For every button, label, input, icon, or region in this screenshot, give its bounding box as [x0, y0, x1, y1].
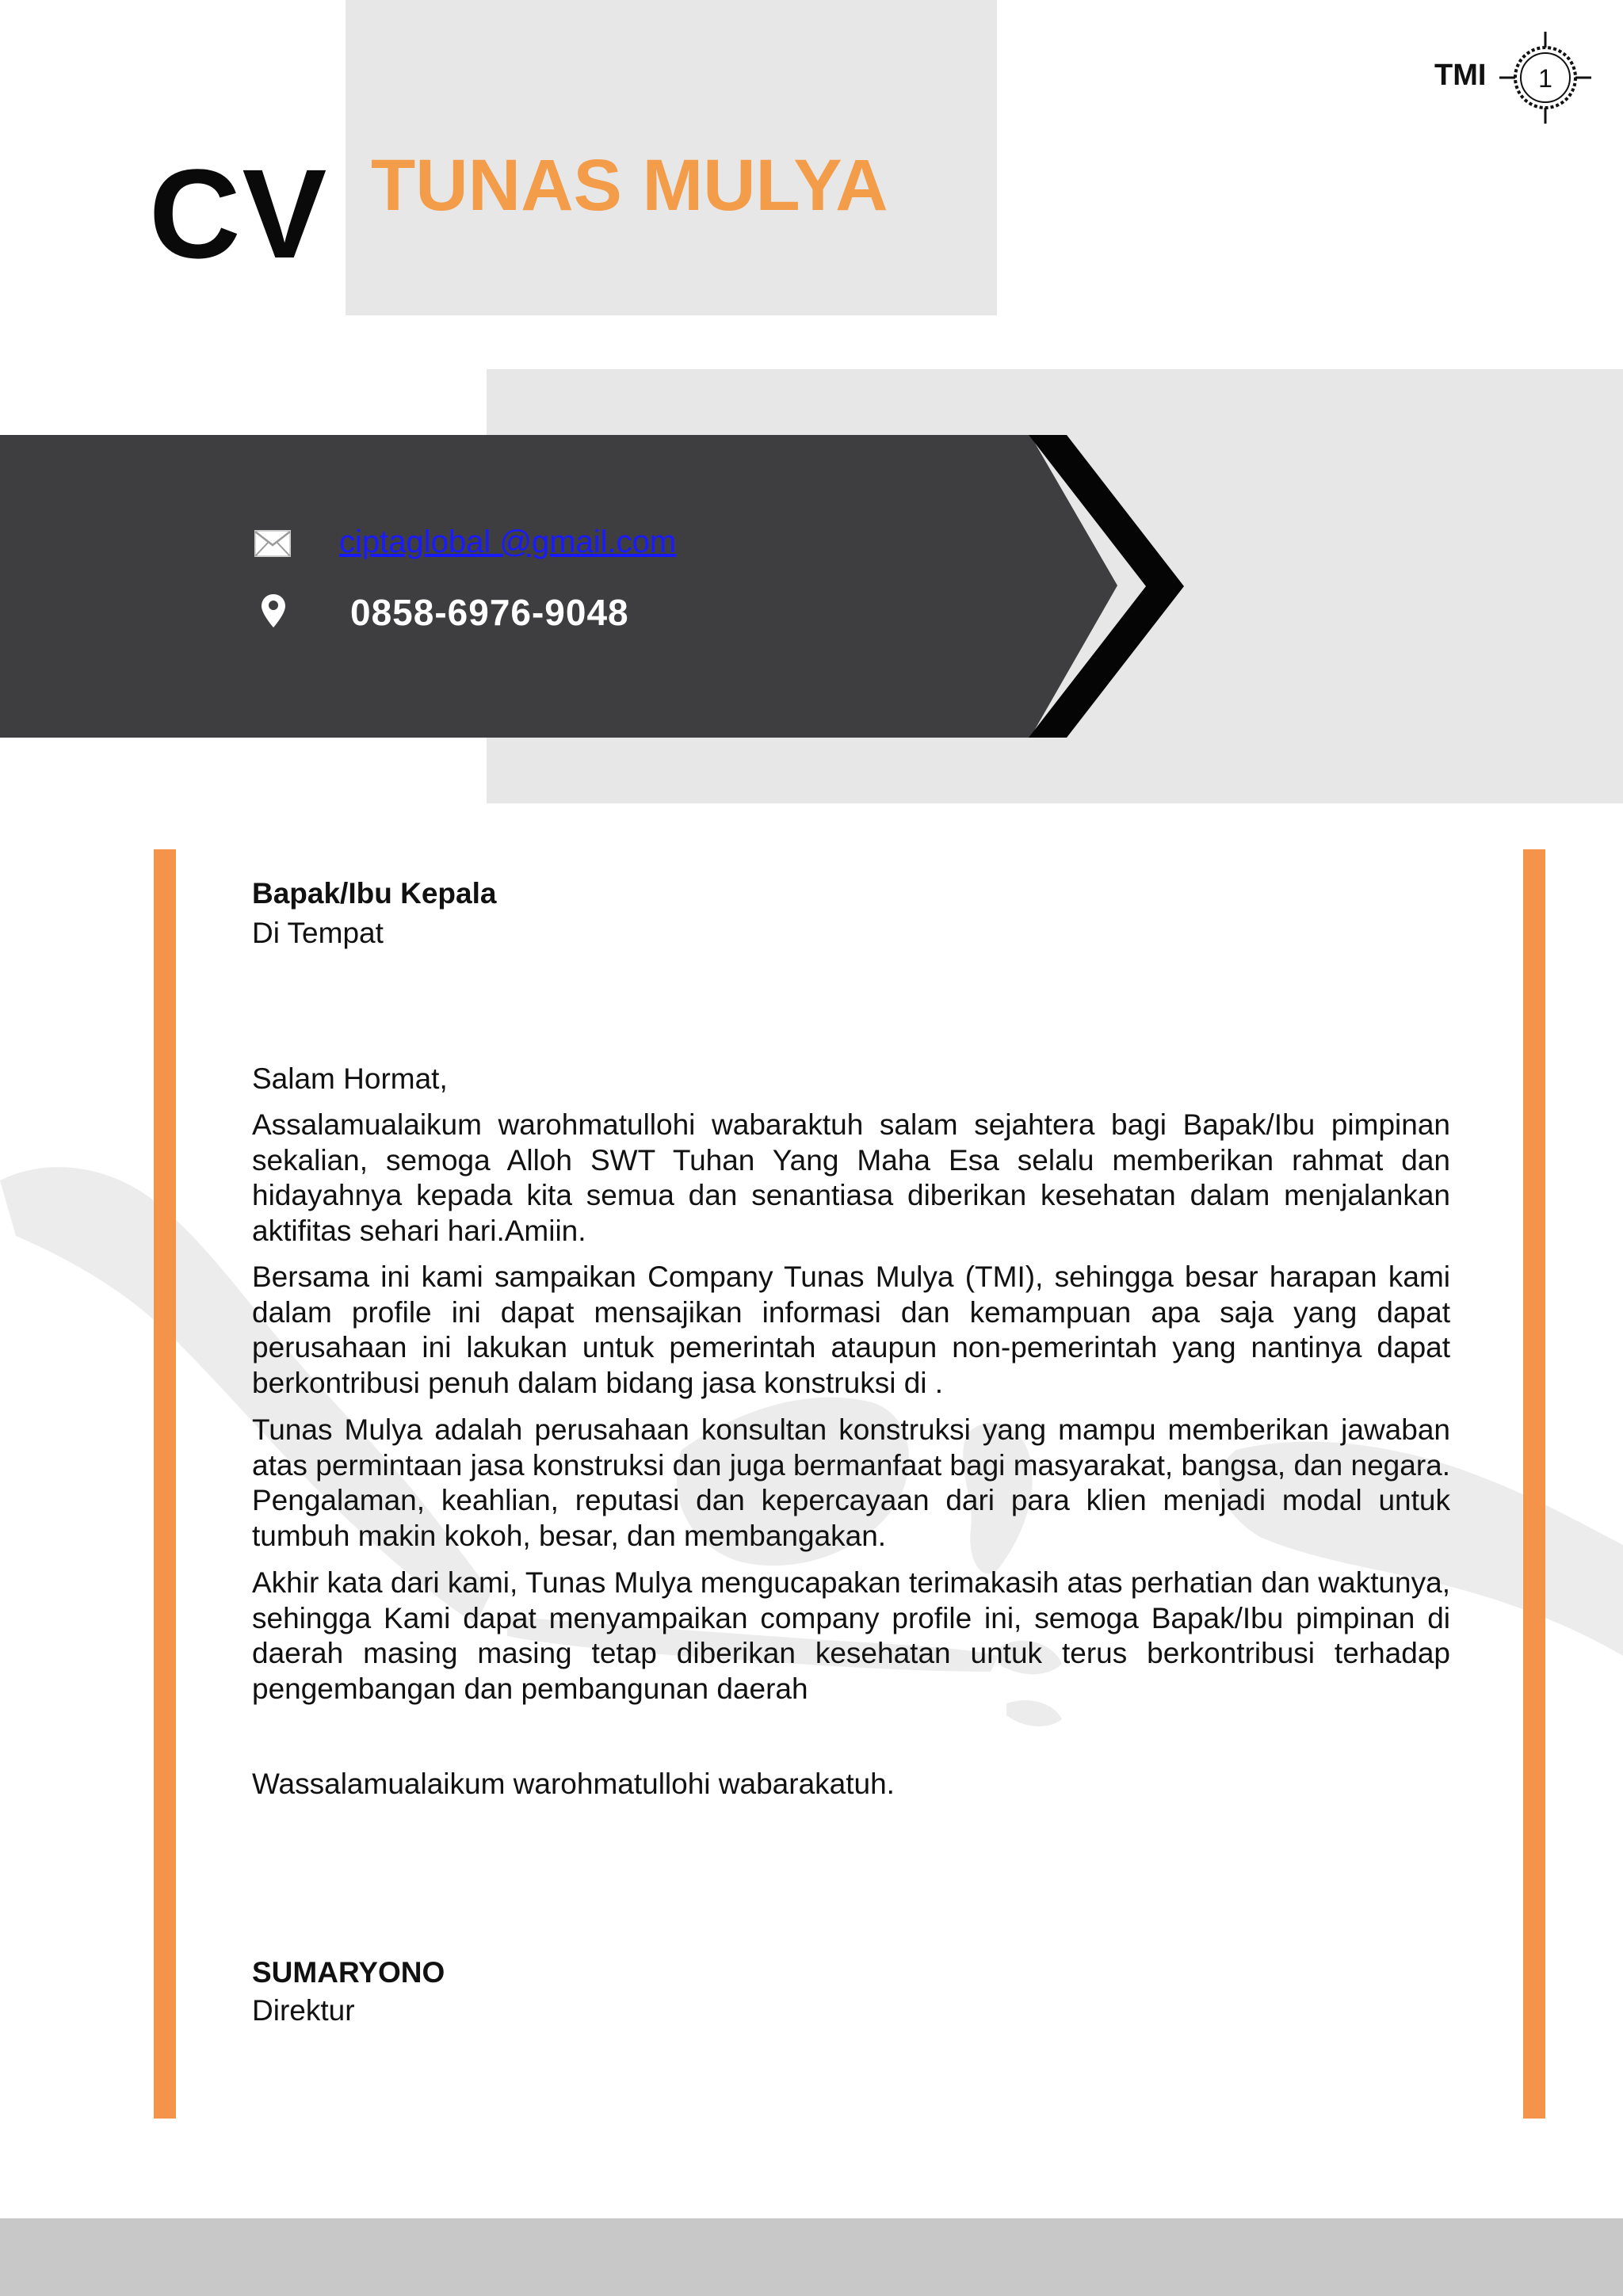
page-number: 1 — [1538, 64, 1552, 93]
letter-paragraph: Tunas Mulya adalah perusahaan konsultan konstruksi yang mampu memberikan jawaban atas permintaan jasa konstruksi dan juga bermanfaat bagi masyarakat, bangsa, dan negara. Pengalaman, keahlian, reputasi dan kepercayaan dari para klien menjadi modal untuk tumbuh makin kokoh, besar, dan membangakan. — [252, 1413, 1450, 1552]
cv-label: CV — [149, 143, 329, 284]
recipient-title: Bapak/Ibu Kepala — [252, 877, 497, 910]
envelope-icon — [254, 529, 292, 558]
letter-paragraph: Akhir kata dari kami, Tunas Mulya mengucapakan terimakasih atas perhatian dan waktunya, sehingga Kami dapat menyampaikan company proﬁle ini, semoga Bapak/Ibu pimpinan di daerah masing masing tetap diberikan kesehatan untuk terus berkontribusi terhadap pengembangan dan pembangunan daerah — [252, 1566, 1450, 1705]
page-number-emblem — [1498, 30, 1593, 125]
left-accent-bar — [154, 849, 176, 2119]
phone-number: 0858-6976-9048 — [350, 592, 629, 633]
company-name: TUNAS MULYA — [371, 145, 888, 226]
signatory-name: SUMARYONO — [252, 1956, 445, 1989]
greeting: Salam Hormat, — [252, 1062, 448, 1095]
contact-banner — [0, 435, 1184, 738]
right-accent-bar — [1523, 849, 1545, 2119]
letter-paragraph: Bersama ini kami sampaikan Company Tunas Mulya (TMI), sehingga besar harapan kami dalam proﬁle ini dapat mensajikan informasi dan kemampuan apa saja yang dapat perusahaan ini lakukan untuk pemerintah ataupun non-pemerintah yang nantinya dapat berkontribusi penuh dalam bidang jasa konstruksi di . — [252, 1261, 1450, 1399]
company-abbreviation: TMI — [1434, 59, 1487, 92]
footer-band — [0, 2218, 1623, 2296]
recipient-place: Di Tempat — [252, 917, 384, 949]
signatory-title: Direktur — [252, 1994, 355, 2027]
location-pin-icon — [260, 593, 287, 629]
email-link[interactable]: ciptaglobal @gmail.com — [339, 524, 677, 559]
closing-line: Wassalamualaikum warohmatullohi wabarakatuh. — [252, 1768, 895, 1800]
letter-paragraph: Assalamualaikum warohmatullohi wabaraktuh salam sejahtera bagi Bapak/Ibu pimpinan sekalian, semoga Alloh SWT Tuhan Yang Maha Esa selalu memberikan rahmat dan hidayahnya kepada kita semua dan senantiasa diberikan kesehatan dalam menjalankan aktifitas sehari hari.Amiin. — [252, 1108, 1450, 1247]
